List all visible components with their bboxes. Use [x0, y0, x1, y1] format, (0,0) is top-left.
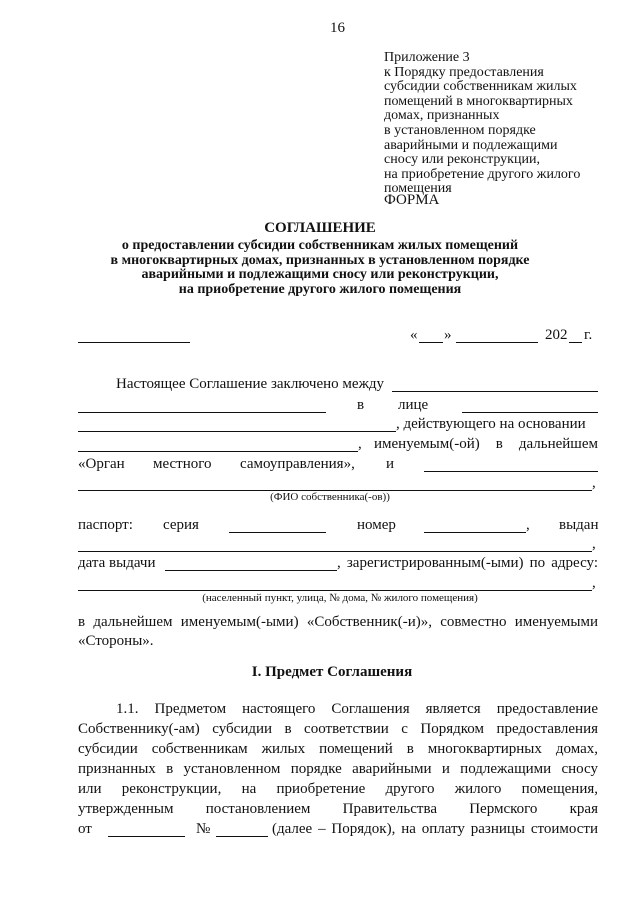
acting-basis-text: , действующего на основании — [396, 416, 586, 432]
hereinafter-text: именуемым(-ой) в дальнейшем — [374, 436, 598, 452]
word-i: и — [386, 456, 395, 472]
section-heading: I. Предмет Соглашения — [251, 664, 413, 680]
basis-field[interactable] — [78, 451, 358, 452]
passport-series-field[interactable] — [229, 532, 326, 533]
place-field[interactable] — [78, 342, 190, 343]
title-subtitle — [0, 239, 640, 297]
paragraph-line: утвержденным постановлением Правительства Пермского края — [78, 801, 598, 817]
year-prefix: 202 — [545, 327, 568, 343]
word-ot: от — [78, 821, 92, 837]
address-caption: (населенный пункт, улица, № дома, № жилого помещения) — [202, 592, 478, 604]
preamble-line: в дальнейшем именуемым(-ыми) «Собственник(-и)», совместно именуемыми — [78, 614, 598, 630]
organ-field[interactable] — [78, 412, 326, 413]
address-field[interactable] — [78, 590, 592, 591]
word-mestnogo: местного — [153, 456, 212, 472]
paragraph-line: или реконструкции, на приобретение другого жилого помещения, — [78, 781, 598, 797]
preamble-text: Настоящее Соглашение заключено между — [116, 376, 385, 392]
word-litse: лице — [398, 397, 429, 413]
owner-field-start[interactable] — [424, 471, 598, 472]
representative-field[interactable] — [462, 412, 598, 413]
issue-date-label: дата выдачи — [78, 555, 156, 571]
subtitle-line: о предоставлении субсидии собственникам жилых помещений — [121, 238, 519, 253]
comma: , — [592, 475, 596, 491]
day-field[interactable] — [419, 342, 443, 343]
appendix-line: в установленном порядке — [384, 122, 536, 138]
year-field[interactable] — [569, 342, 582, 343]
quote-open: « — [410, 327, 418, 343]
issued-by-field[interactable] — [78, 551, 592, 552]
subtitle-line: на приобретение другого жилого помещения — [178, 281, 462, 297]
party-field[interactable] — [392, 391, 598, 392]
appendix-line: сносу или реконструкции, — [384, 152, 540, 168]
number-sign: № — [196, 821, 211, 837]
appendix-line: субсидии собственникам жилых — [384, 79, 577, 95]
word-vydan: выдан — [559, 517, 599, 533]
passport-number-field[interactable] — [424, 532, 526, 533]
issue-date-field[interactable] — [165, 570, 337, 571]
appendix-line: Приложение 3 — [384, 50, 470, 65]
appendix-line: аварийными и подлежащими — [384, 137, 558, 153]
month-field[interactable] — [456, 342, 538, 343]
comma: , — [592, 536, 596, 552]
word-seria: серия — [163, 517, 199, 533]
page-number: 16 — [330, 20, 345, 36]
paragraph-line: 1.1. Предметом настоящего Соглашения является предоставление — [116, 701, 598, 717]
comma: , — [526, 517, 530, 533]
decree-date-field[interactable] — [108, 836, 185, 837]
representative-name-field[interactable] — [78, 431, 396, 432]
appendix-block — [384, 51, 580, 197]
comma: , — [592, 575, 596, 591]
subtitle-line: аварийными и подлежащими сносу или реконструкции, — [141, 267, 499, 282]
comma: , — [358, 436, 362, 452]
paragraph-line: Собственнику(-ам) субсидии в соответствии с Порядком предоставления — [78, 721, 598, 737]
word-samoupravleniya: самоуправления», — [240, 456, 355, 472]
document-title: СОГЛАШЕНИЕ — [264, 220, 376, 236]
word-v: в — [357, 397, 365, 413]
appendix-line: помещения — [384, 181, 452, 197]
appendix-line: домах, признанных — [384, 108, 500, 124]
appendix-line: к Порядку предоставления — [384, 64, 544, 80]
subtitle-line: в многоквартирных домах, признанных в установленном порядке — [110, 252, 530, 268]
preamble-line: «Стороны». — [78, 633, 154, 649]
decree-number-field[interactable] — [216, 836, 268, 837]
word-organ: «Орган — [78, 456, 125, 472]
registered-text: , зарегистрированным(-ыми) по адресу: — [337, 555, 598, 571]
word-passport: паспорт: — [78, 517, 133, 533]
paragraph-line: субсидии собственникам жилых помещений в многоквартирных домах, — [78, 741, 598, 757]
appendix-line: на приобретение другого жилого — [384, 166, 581, 182]
form-label: ФОРМА — [384, 192, 440, 208]
year-suffix: г. — [584, 327, 593, 343]
word-nomer: номер — [357, 517, 396, 533]
appendix-line: помещений в многоквартирных — [384, 93, 573, 109]
paragraph-line: признанных в установленном порядке аварийными и подлежащими сносу — [78, 761, 598, 777]
paragraph-line: (далее – Порядок), на оплату разницы стоимости — [272, 821, 598, 837]
quote-close: » — [444, 327, 452, 343]
owner-caption: (ФИО собственника(-ов)) — [270, 491, 390, 503]
